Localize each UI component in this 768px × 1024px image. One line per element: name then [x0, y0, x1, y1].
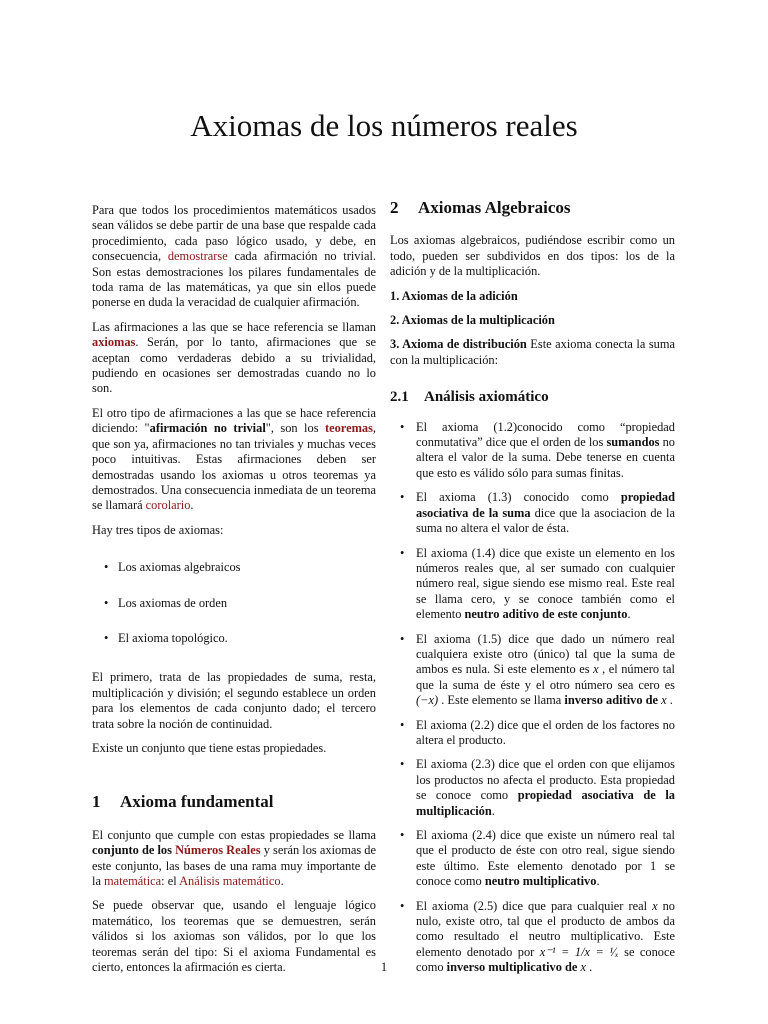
right-column [390, 200, 675, 985]
link-numeros-reales[interactable]: Números Reales [175, 843, 261, 858]
list-item: • El axioma topológico. [92, 631, 376, 646]
section-heading: 1 Axioma fundamental [92, 792, 274, 812]
paragraph: Los axiomas algebraicos, pudiéndose escribir como un todo, pueden ser subdividos en dos tipos: los de la adición y de la multiplicación. [390, 233, 675, 279]
paragraph: El otro tipo de afirmaciones a las que se hace referencia diciendo: "afirmación no trivial", son los teoremas, que son ya, afirmaciones no tan triviales y muchas veces poco intuitivas. Estas afirmaciones deben ser demostradas usando los axiomas u otros teoremas ya demostrados. Una consecuencia inmediata de un teorema se llamará corolario. [92, 405, 377, 513]
paragraph: Para que todos los procedimientos matemáticos usados sean válidos se debe partir de una base que respalde cada procedimiento, cada paso lógico usado, y debe, en consecuencia, demostrarse cada afirmación no trivial. Son estas demostraciones los pilares fundamentales de toda rama de las matemáticas, ya que sin ellos puede ponerse en duda la veracidad de cualquier afirmación. [92, 203, 376, 310]
paragraph: Se puede observar que, usando el lenguaje lógico matemático, los teoremas que se demuestren, serán válidos si los axiomas son válidos, por lo que los teoremas serán del tipo: Si el axioma Fundamental es cierto, entonces la afirmación es cierta. [92, 898, 376, 975]
axiom-analysis-list [390, 420, 675, 976]
section-heading: 2 Axiomas Algebraicos [390, 198, 571, 217]
list-item: • Los axiomas de orden [92, 596, 376, 611]
left-column [92, 203, 376, 984]
list-item: • Los axiomas algebraicos [92, 560, 376, 575]
list-item: • El axioma (2.4) dice que existe un número real tal que el producto de éste con otro real, sigue siendo este último. Este elemento denotado por 1 se conoce como neutro multiplicativo. [390, 828, 675, 890]
page-number: 1 [380, 960, 388, 974]
list-item: • El axioma (1.3) conocido como propiedad asociativa de la suma dice que la asociacion de la suma no altera el valor de ésta. [390, 490, 675, 536]
link-teoremas[interactable]: teoremas [324, 421, 373, 436]
paragraph: 3. Axioma de distribución Este axioma conecta la suma con la multiplicación: [390, 337, 675, 367]
list-item: • El axioma (2.3) dice que el orden con que elijamos los productos no afecta el producto. Esta propiedad se conoce como propiedad asociativa de la multiplicación. [390, 757, 675, 819]
axiom-heading: 2. Axiomas de la multiplicación [390, 313, 555, 328]
subsection-heading: 2.1 Análisis axiomático [390, 389, 549, 406]
link-matematica[interactable]: matemática [104, 874, 162, 888]
paragraph: El conjunto que cumple con estas propiedades se llama conjunto de los Números Reales y serán los axiomas de este conjunto, las bases de una rama muy importante de la matemática: el Análisis matemático. [92, 827, 376, 888]
list-item: • El axioma (2.5) dice que para cualquier real x no nulo, existe otro, tal que el producto de ambos da como resultado el neutro multiplicativo. Este elemento denotado por x⁻¹ = 1/x = ¹⁄ₓ se conoce como inverso multiplicativo de x . [390, 899, 675, 976]
paragraph: El primero, trata de las propiedades de suma, resta, multiplicación y división; el segundo establece un orden para los elementos de cada conjunto dado; el tercero trata sobre la noción de continuidad. [92, 670, 376, 731]
document-title: Axiomas de los números reales [190, 108, 578, 143]
list-item: • El axioma (1.5) dice que dado un número real cualquiera existe otro (único) tal que la suma de ambos es nula. Si este elemento es x , el número tal que la suma de éste y el otro número sea cero es (−x) . Este elemento se llama inverso aditivo de x . [390, 632, 675, 709]
list-item: • El axioma (2.2) dice que el orden de los factores no altera el producto. [390, 718, 675, 749]
link-demostrarse[interactable]: demostrarse [167, 249, 228, 264]
axiom-types-list [92, 560, 376, 646]
paragraph: Las afirmaciones a las que se hace referencia se llaman axiomas. Serán, por lo tanto, afirmaciones que se aceptan como verdaderas debido a su trivialidad, pudiendo en ocasiones ser demostradas cuando no lo son. [92, 319, 376, 396]
list-item: • El axioma (1.4) dice que existe un elemento en los números reales que, al ser sumado con cualquier número real, sigue siendo ese mismo real. Este real se llama cero, y se conoce también como el elemento neutro aditivo de este conjunto. [390, 546, 675, 623]
list-item: • El axioma (1.2)conocido como “propiedad conmutativa” dice que el orden de los sumandos no altera el valor de la suma. Debe tenerse en cuenta que esto es válido sólo para sumas finitas. [390, 420, 675, 482]
paragraph: Existe un conjunto que tiene estas propiedades. [92, 740, 327, 755]
link-analisis-matematico[interactable]: Análisis matemático [179, 874, 281, 888]
axiom-heading: 1. Axiomas de la adición [390, 288, 518, 303]
paragraph: Hay tres tipos de axiomas: [92, 522, 224, 537]
link-axiomas[interactable]: axiomas [92, 335, 136, 350]
link-corolario[interactable]: corolario [145, 498, 191, 513]
